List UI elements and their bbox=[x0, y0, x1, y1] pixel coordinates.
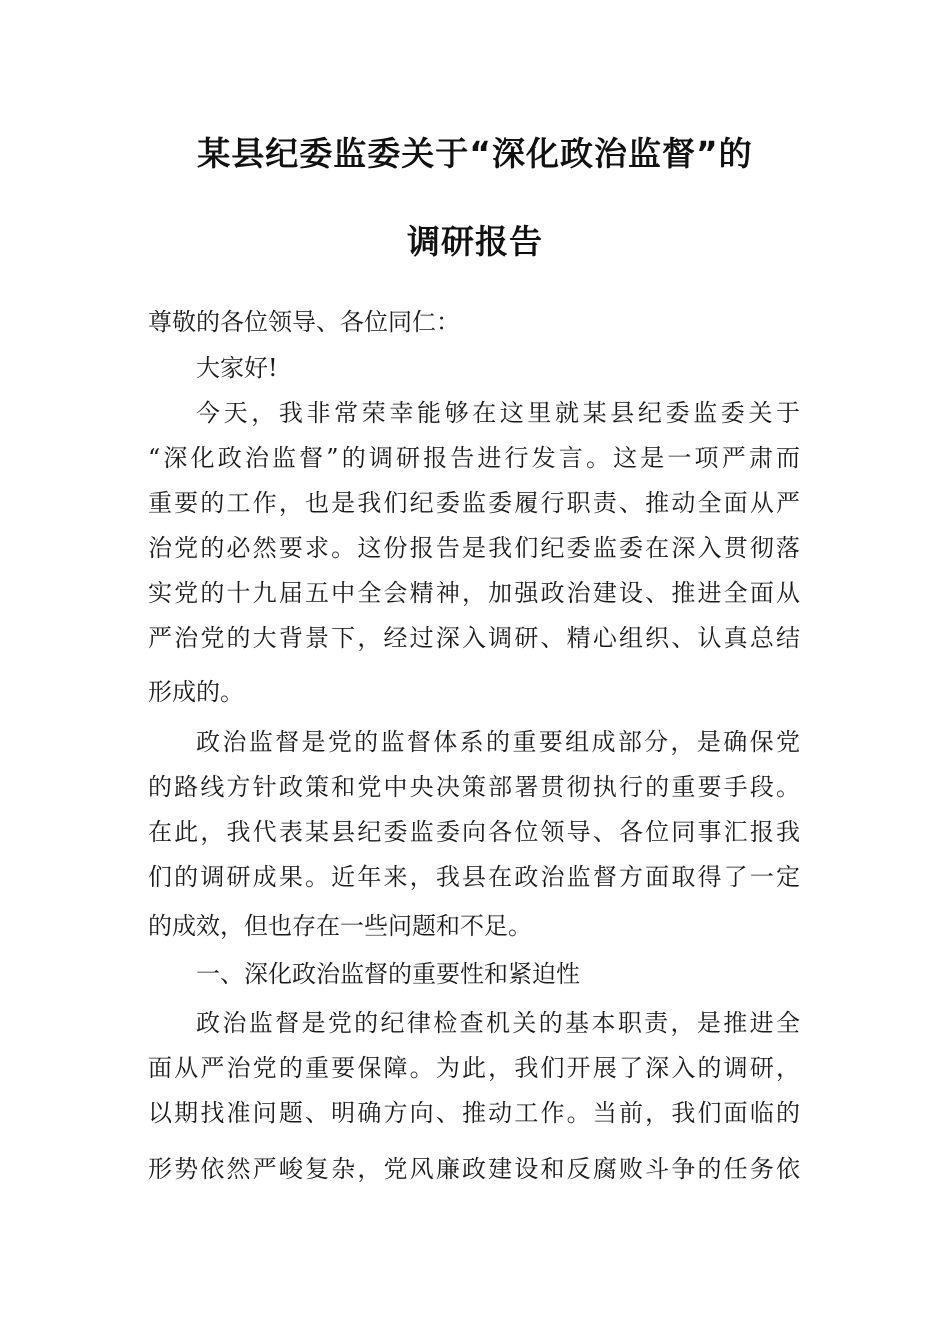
paragraph-line: 的成效，但也存在一些问题和不足。 bbox=[148, 912, 532, 940]
paragraph-line: 治党的必然要求。这份报告是我们纪委监委在深入贯彻落 bbox=[148, 534, 800, 562]
paragraph-line: 的路线方针政策和党中央决策部署贯彻执行的重要手段。 bbox=[148, 773, 800, 801]
paragraph-line: “深化政治监督”的调研报告进行发言。这是一项严肃而 bbox=[148, 444, 800, 472]
paragraph-line: 重要的工作，也是我们纪委监委履行职责、推动全面从严 bbox=[148, 489, 800, 517]
paragraph-line: 严治党的大背景下，经过深入调研、精心组织、认真总结 bbox=[148, 624, 800, 652]
document-title-line-1: 某县纪委监委关于“深化政治监督”的 bbox=[197, 134, 753, 173]
paragraph-line: 政治监督是党的纪律检查机关的基本职责，是推进全 bbox=[196, 1009, 800, 1037]
paragraph-line: 政治监督是党的监督体系的重要组成部分，是确保党 bbox=[196, 728, 800, 756]
paragraph-line: 形势依然严峻复杂，党风廉政建设和反腐败斗争的任务依 bbox=[148, 1155, 800, 1183]
document-title-line-2: 调研报告 bbox=[407, 222, 543, 261]
paragraph-line: 实党的十九届五中全会精神，加强政治建设、推进全面从 bbox=[148, 579, 800, 607]
paragraph-line: 今天，我非常荣幸能够在这里就某县纪委监委关于 bbox=[196, 399, 800, 427]
paragraph-line: 在此，我代表某县纪委监委向各位领导、各位同事汇报我 bbox=[148, 818, 800, 846]
paragraph-line: 形成的。 bbox=[148, 678, 244, 706]
paragraph-line: 们的调研成果。近年来，我县在政治监督方面取得了一定 bbox=[148, 863, 800, 891]
section-heading: 一、深化政治监督的重要性和紧迫性 bbox=[196, 960, 580, 988]
paragraph-line: 以期找准问题、明确方向、推动工作。当前，我们面临的 bbox=[148, 1099, 800, 1127]
paragraph-line: 面从严治党的重要保障。为此，我们开展了深入的调研， bbox=[148, 1054, 800, 1082]
salutation: 尊敬的各位领导、各位同仁： bbox=[148, 308, 460, 336]
greeting: 大家好! bbox=[196, 354, 278, 382]
